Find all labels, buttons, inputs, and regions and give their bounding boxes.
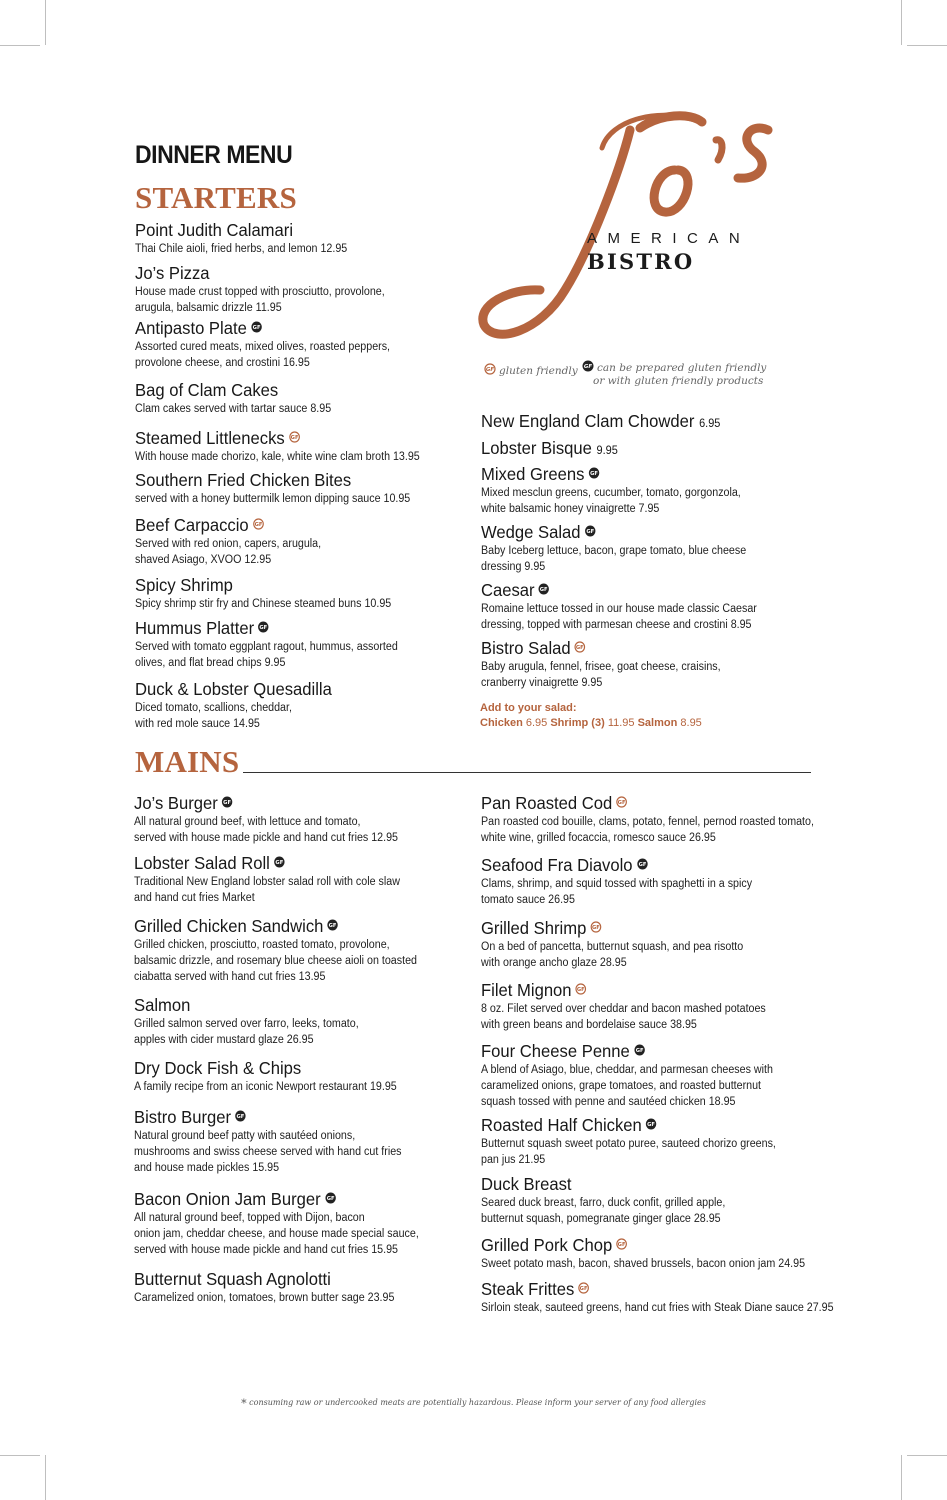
- menu-item-name: Seafood Fra Diavolo GF: [481, 855, 646, 875]
- menu-item-name: Point Judith Calamari: [135, 220, 294, 240]
- menu-item-description: Served with tomato eggplant ragout, hummus, assorted olives, and flat bread chips 9.95: [135, 641, 398, 669]
- menu-item-name: Dry Dock Fish & Chips: [134, 1058, 302, 1078]
- crop-mark: [901, 1455, 902, 1500]
- svg-text:GF: GF: [617, 1242, 626, 1249]
- menu-title: DINNER MENU: [135, 141, 293, 169]
- svg-text:GF: GF: [275, 860, 284, 867]
- menu-item-name: Caesar GF: [481, 580, 549, 600]
- crop-mark: [0, 45, 40, 46]
- menu-item: [481, 580, 901, 633]
- menu-item: [481, 464, 901, 517]
- menu-item-description: Mixed mesclun greens, cucumber, tomato, gorgonzola, white balsamic honey vinaigrette 7.95: [481, 487, 741, 515]
- menu-item-name: Filet Mignon GF: [481, 980, 585, 1000]
- menu-item-description: Clams, shrimp, and squid tossed with spaghetti in a spicy tomato sauce 26.95: [481, 878, 753, 906]
- menu-item-description: A blend of Asiago, blue, cheddar, and parmesan cheeses with caramelized onions, grape tomatoes, and roasted butternut squash tossed with penne and sautéed chicken 18.95: [481, 1064, 773, 1108]
- menu-item-name: Butternut Squash Agnolotti: [134, 1269, 331, 1289]
- gluten-friendly-icon: [252, 518, 263, 530]
- menu-item-name: Jo’s Pizza: [135, 263, 210, 283]
- salad-addon: [480, 701, 702, 731]
- menu-item-price: 6.95: [699, 418, 721, 430]
- svg-text:GF: GF: [590, 471, 598, 478]
- menu-item-name: Lobster Salad Roll GF: [134, 853, 284, 873]
- logo-american: AMERICAN: [587, 230, 751, 247]
- addon-shrimp-label: Shrimp (3): [550, 717, 605, 729]
- gluten-friendly-icon: [616, 796, 627, 808]
- svg-text:GF: GF: [290, 435, 299, 442]
- legend-gfp-label-1: can be prepared gluten friendly: [597, 362, 767, 374]
- menu-item-name: Mixed Greens GF: [481, 464, 598, 484]
- menu-item-name: Southern Fried Chicken Bites: [135, 470, 352, 490]
- menu-item-description: Grilled chicken, prosciutto, roasted tomato, provolone, balsamic drizzle, and rosemary blue cheese aioli on toasted ciabatta served with hand cut fries 13.95: [134, 939, 417, 983]
- crop-mark: [0, 1455, 40, 1456]
- menu-item-description: Clam cakes served with tartar sauce 8.95: [135, 403, 332, 415]
- menu-item-name: Lobster Bisque 9.95: [481, 438, 618, 458]
- menu-item: [481, 638, 901, 691]
- gluten-friendly-prepared-icon: [258, 621, 269, 633]
- gluten-friendly-prepared-icon: [235, 1110, 246, 1122]
- menu-item-name: Four Cheese Penne GF: [481, 1041, 644, 1061]
- gluten-friendly-prepared-icon: [588, 467, 599, 479]
- svg-text:GF: GF: [236, 1114, 245, 1121]
- gluten-friendly-prepared-icon: [324, 1192, 335, 1204]
- legend-gf-label: gluten friendly: [499, 365, 578, 377]
- menu-item: [135, 263, 555, 316]
- gluten-friendly-prepared-icon: [582, 360, 594, 372]
- gluten-friendly-icon: [616, 1238, 627, 1250]
- menu-item-description: On a bed of pancetta, butternut squash, and pea risotto with orange ancho glaze 28.95: [481, 941, 744, 969]
- menu-item-description: With house made chorizo, kale, white wine clam broth 13.95: [135, 451, 420, 463]
- svg-text:GF: GF: [485, 367, 495, 374]
- menu-item-name: Duck & Lobster Quesadilla: [135, 679, 332, 699]
- menu-item-name: Wedge Salad GF: [481, 522, 594, 542]
- menu-item-price: 9.95: [596, 445, 618, 457]
- menu-item-name: Grilled Pork Chop GF: [481, 1235, 626, 1255]
- menu-item: [481, 1279, 901, 1316]
- menu-item-name: Roasted Half Chicken GF: [481, 1115, 656, 1135]
- menu-item-name: Bag of Clam Cakes: [135, 380, 279, 400]
- menu-item-description: Romaine lettuce tossed in our house made classic Caesar dressing, topped with parmesan cheese and crostini 8.95: [481, 603, 757, 631]
- menu-item-description: Baby Iceberg lettuce, bacon, grape tomato, blue cheese dressing 9.95: [481, 545, 747, 573]
- menu-item-description: Assorted cured meats, mixed olives, roasted peppers, provolone cheese, and crostini 16.95: [135, 341, 391, 369]
- svg-text:GF: GF: [540, 587, 549, 594]
- menu-item-description: A family recipe from an iconic Newport restaurant 19.95: [134, 1081, 397, 1093]
- menu-item: [481, 855, 901, 908]
- menu-item-description: Traditional New England lobster salad roll with cole slaw and hand cut fries Market: [134, 876, 400, 904]
- gluten-friendly-icon: [574, 641, 585, 653]
- menu-item-description: 8 oz. Filet served over cheddar and bacon mashed potatoes with green beans and bordelaise sauce 38.95: [481, 1003, 766, 1031]
- menu-item-description: Served with red onion, capers, arugula, shaved Asiago, XVOO 12.95: [135, 538, 322, 566]
- menu-item-name: Salmon: [134, 995, 191, 1015]
- menu-item-description: Sirloin steak, sauteed greens, hand cut fries with Steak Diane sauce 27.95: [481, 1302, 834, 1314]
- crop-mark: [907, 1455, 947, 1456]
- gluten-friendly-prepared-icon: [251, 321, 262, 333]
- gluten-friendly-prepared-icon: [634, 1044, 645, 1056]
- crop-mark: [907, 45, 947, 46]
- addon-title: Add to your salad:: [480, 702, 577, 714]
- menu-item: [481, 918, 901, 971]
- menu-item-description: Spicy shrimp stir fry and Chinese steamed buns 10.95: [135, 598, 392, 610]
- menu-item: [481, 411, 733, 434]
- addon-salmon-label: Salmon: [637, 717, 678, 729]
- mains-divider: [243, 772, 811, 773]
- crop-mark: [45, 0, 46, 45]
- menu-item: [481, 980, 901, 1033]
- menu-item: [481, 793, 901, 846]
- svg-text:GF: GF: [223, 800, 232, 807]
- menu-item-description: All natural ground beef, topped with Dijon, bacon onion jam, cheddar cheese, and house made special sauce, served with house made pickle and hand cut fries 15.95: [134, 1212, 419, 1256]
- menu-item-name: Bistro Salad GF: [481, 638, 585, 658]
- menu-item-description: Diced tomato, scallions, cheddar, with red mole sauce 14.95: [135, 702, 292, 730]
- addon-chicken-price: 6.95: [525, 717, 548, 729]
- gluten-friendly-icon: [575, 983, 586, 995]
- menu-item-description: Baby arugula, fennel, frisee, goat cheese, craisins, cranberry vinaigrette 9.95: [481, 661, 721, 689]
- menu-item-name: Jo’s Burger GF: [134, 793, 232, 813]
- addon-salmon-price: 8.95: [680, 717, 702, 729]
- menu-item-description: Butternut squash sweet potato puree, sauteed chorizo greens, pan jus 21.95: [481, 1138, 776, 1166]
- legend-gfp-label-2: or with gluten friendly products: [593, 375, 764, 387]
- svg-text:GF: GF: [635, 1048, 644, 1055]
- gluten-friendly-prepared-icon: [327, 919, 338, 931]
- footnote: [0, 1397, 947, 1410]
- menu-item-name: Steak Frittes GF: [481, 1279, 588, 1299]
- crop-mark: [901, 0, 902, 45]
- gluten-friendly-prepared-icon: [646, 1118, 657, 1130]
- menu-item-description: Seared duck breast, farro, duck confit, grilled apple, butternut squash, pomegranate ginger glace 28.95: [481, 1197, 726, 1225]
- menu-item: [481, 1115, 901, 1168]
- svg-text:GF: GF: [583, 364, 593, 371]
- menu-item-name: Beef Carpaccio GF: [135, 515, 263, 535]
- menu-item-name: Bacon Onion Jam Burger GF: [134, 1189, 335, 1209]
- menu-item: [481, 1041, 901, 1110]
- menu-item-description: All natural ground beef, with lettuce and tomato, served with house made pickle and hand cut fries 12.95: [134, 816, 398, 844]
- svg-text:GF: GF: [638, 862, 646, 869]
- crop-mark: [45, 1455, 46, 1500]
- gluten-friendly-prepared-icon: [636, 858, 647, 870]
- mains-heading: MAINS: [135, 744, 240, 779]
- menu-item-name: Duck Breast: [481, 1174, 572, 1194]
- menu-item-name: Grilled Chicken Sandwich GF: [134, 916, 337, 936]
- footnote-text: consuming raw or undercooked meats are potentially hazardous. Please inform your server of any food allergies: [249, 1398, 706, 1407]
- menu-item-name: Hummus Platter GF: [135, 618, 268, 638]
- menu-item-name: Steamed Littlenecks GF: [135, 428, 299, 448]
- svg-text:GF: GF: [576, 645, 585, 652]
- svg-text:GF: GF: [577, 987, 585, 994]
- menu-item-name: Spicy Shrimp: [135, 575, 233, 595]
- menu-item-description: House made crust topped with prosciutto, provolone, arugula, balsamic drizzle 11.95: [135, 286, 385, 314]
- menu-item: [135, 220, 555, 257]
- menu-item-description: served with a honey buttermilk lemon dipping sauce 10.95: [135, 493, 411, 505]
- menu-item-name: Antipasto Plate GF: [135, 318, 261, 338]
- menu-item: [481, 522, 901, 575]
- menu-item-name: Grilled Shrimp GF: [481, 918, 600, 938]
- menu-item: [481, 438, 625, 461]
- menu-item-description: Pan roasted cod bouille, clams, potato, fennel, pernod roasted tomato, white wine, grilled focaccia, romesco sauce 26.95: [481, 816, 814, 844]
- menu-item-description: Grilled salmon served over farro, leeks, tomato, apples with cider mustard glaze 26.95: [134, 1018, 359, 1046]
- legend-gluten-friendly-prepared: [578, 360, 766, 388]
- starters-heading: STARTERS: [135, 180, 297, 215]
- gluten-friendly-icon: [289, 431, 300, 443]
- gluten-friendly-prepared-icon: [538, 583, 549, 595]
- menu-item-description: Sweet potato mash, bacon, shaved brussels, bacon onion jam 24.95: [481, 1258, 806, 1270]
- menu-item-description: Natural ground beef patty with sautéed onions, mushrooms and swiss cheese served with hand cut fries and house made pickles 15.95: [134, 1130, 402, 1174]
- gluten-friendly-icon: [578, 1282, 589, 1294]
- menu-item-description: Thai Chile aioli, fried herbs, and lemon 12.95: [135, 243, 348, 255]
- gluten-friendly-prepared-icon: [584, 525, 595, 537]
- svg-text:GF: GF: [259, 625, 268, 632]
- svg-text:GF: GF: [617, 800, 626, 807]
- menu-item: [481, 1174, 901, 1227]
- svg-text:GF: GF: [586, 529, 594, 536]
- svg-text:GF: GF: [326, 1196, 335, 1203]
- gluten-friendly-prepared-icon: [222, 796, 233, 808]
- addon-shrimp-price: 11.95: [607, 717, 635, 729]
- addon-chicken-label: Chicken: [480, 717, 523, 729]
- svg-text:GF: GF: [329, 923, 337, 930]
- logo-bistro: BISTRO: [587, 249, 695, 274]
- asterisk-icon: *: [241, 1397, 247, 1410]
- svg-text:GF: GF: [591, 925, 600, 932]
- menu-item-name: Pan Roasted Cod GF: [481, 793, 626, 813]
- svg-text:GF: GF: [254, 522, 263, 529]
- menu-item-description: Caramelized onion, tomatoes, brown butter sage 23.95: [134, 1292, 395, 1304]
- svg-text:GF: GF: [579, 1286, 588, 1293]
- menu-item-name: New England Clam Chowder 6.95: [481, 411, 721, 431]
- svg-text:GF: GF: [647, 1122, 656, 1129]
- svg-text:GF: GF: [252, 325, 261, 332]
- gluten-friendly-icon: [590, 921, 601, 933]
- menu-item: [481, 1235, 901, 1272]
- menu-item-name: Bistro Burger GF: [134, 1107, 245, 1127]
- gluten-friendly-prepared-icon: [274, 856, 285, 868]
